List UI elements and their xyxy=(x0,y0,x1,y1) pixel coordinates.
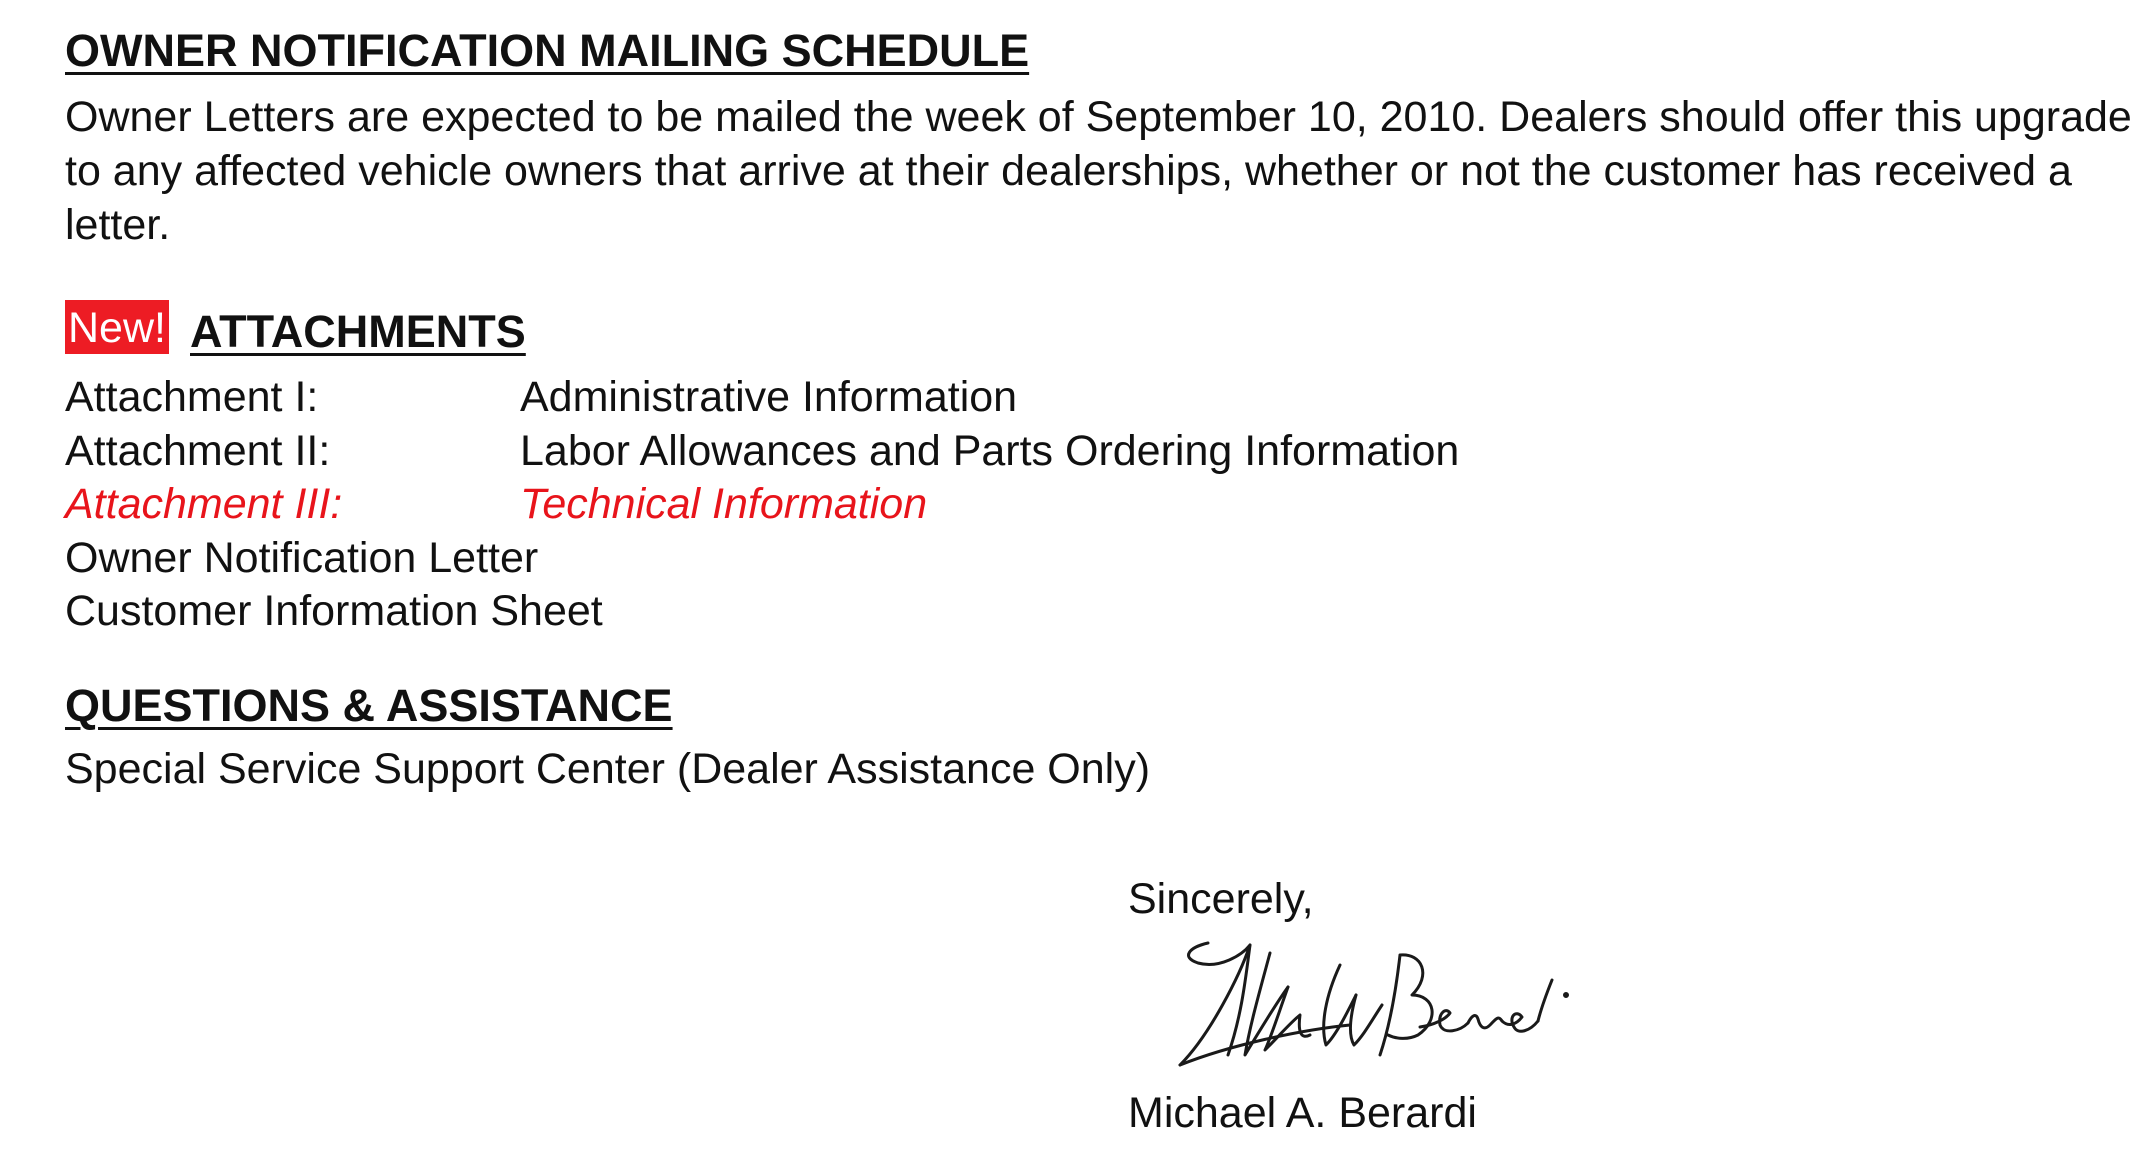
questions-assistance-heading: QUESTIONS & ASSISTANCE xyxy=(65,680,673,731)
attachment-label: Attachment II: xyxy=(65,427,331,475)
attachment-label: Attachment I: xyxy=(65,373,319,421)
attachment-label: Attachment III: xyxy=(65,480,343,528)
owner-notification-letter-item: Owner Notification Letter xyxy=(65,534,539,582)
attachment-value: Labor Allowances and Parts Ordering Information xyxy=(520,427,1460,475)
attachment-value: Administrative Information xyxy=(520,373,1018,421)
new-badge: New! xyxy=(65,300,169,354)
signature-image xyxy=(1150,935,1620,1080)
signer-name: Michael A. Berardi xyxy=(1128,1089,1477,1137)
closing-salutation: Sincerely, xyxy=(1128,875,1314,923)
mailing-schedule-paragraph: Owner Letters are expected to be mailed the week of September 10, 2010. Dealers should offer this upgrade to any affected vehicle owners that arrive at their dealerships, whether or not the customer has received a letter. xyxy=(65,93,2132,249)
support-center-line: Special Service Support Center (Dealer Assistance Only) xyxy=(65,745,1151,793)
attachment-value: Technical Information xyxy=(520,480,928,528)
customer-information-sheet-item: Customer Information Sheet xyxy=(65,587,603,635)
attachments-heading: ATTACHMENTS xyxy=(190,306,526,357)
mailing-schedule-heading: OWNER NOTIFICATION MAILING SCHEDULE xyxy=(65,25,1030,76)
